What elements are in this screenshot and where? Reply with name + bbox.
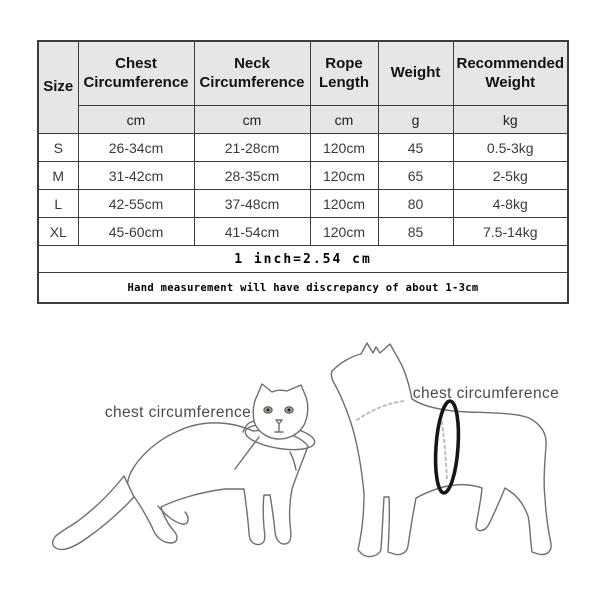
column-header-rope: Rope Length [310, 41, 378, 106]
cell-chest: 45-60cm [78, 218, 194, 246]
cat-pupil-left [267, 409, 270, 412]
column-header-neck: Neck Circumference [194, 41, 310, 106]
cat-tail [53, 476, 134, 549]
cat-head [253, 384, 307, 439]
cell-neck: 37-48cm [194, 190, 310, 218]
cell-neck: 41-54cm [194, 218, 310, 246]
cell-size: XL [38, 218, 78, 246]
column-header-weight: Weight [378, 41, 453, 106]
cell-size: L [38, 190, 78, 218]
cell-rope: 120cm [310, 218, 378, 246]
cell-recommended: 7.5-14kg [453, 218, 568, 246]
cell-rope: 120cm [310, 162, 378, 190]
cat-body [127, 423, 308, 545]
cell-weight: 85 [378, 218, 453, 246]
inch-conversion-note: 1 inch=2.54 cm [38, 246, 568, 273]
column-header-recommended: Recommended Weight [453, 41, 568, 106]
cell-weight: 65 [378, 162, 453, 190]
cat-chest-label: chest circumference [104, 404, 252, 421]
column-header-size: Size [38, 41, 78, 134]
cell-weight: 45 [378, 134, 453, 162]
unit-neck: cm [194, 106, 310, 134]
cell-size: S [38, 134, 78, 162]
unit-rope: cm [310, 106, 378, 134]
cell-weight: 80 [378, 190, 453, 218]
cell-recommended: 4-8kg [453, 190, 568, 218]
cat-pupil-right [288, 409, 291, 412]
unit-weight: g [378, 106, 453, 134]
unit-chest: cm [78, 106, 194, 134]
cell-recommended: 0.5-3kg [453, 134, 568, 162]
cell-neck: 21-28cm [194, 134, 310, 162]
cell-neck: 28-35cm [194, 162, 310, 190]
cell-chest: 42-55cm [78, 190, 194, 218]
cell-rope: 120cm [310, 190, 378, 218]
dog-illustration [331, 343, 551, 556]
cell-recommended: 2-5kg [453, 162, 568, 190]
dog-body [331, 343, 551, 556]
column-header-chest: Chest Circumference [78, 41, 194, 106]
cell-size: M [38, 162, 78, 190]
cell-chest: 26-34cm [78, 134, 194, 162]
measurement-discrepancy-note: Hand measurement will have discrepancy of about 1-3cm [38, 273, 568, 304]
cell-chest: 31-42cm [78, 162, 194, 190]
unit-recommended: kg [453, 106, 568, 134]
cell-rope: 120cm [310, 134, 378, 162]
dog-chest-label: chest circumference [412, 385, 560, 402]
